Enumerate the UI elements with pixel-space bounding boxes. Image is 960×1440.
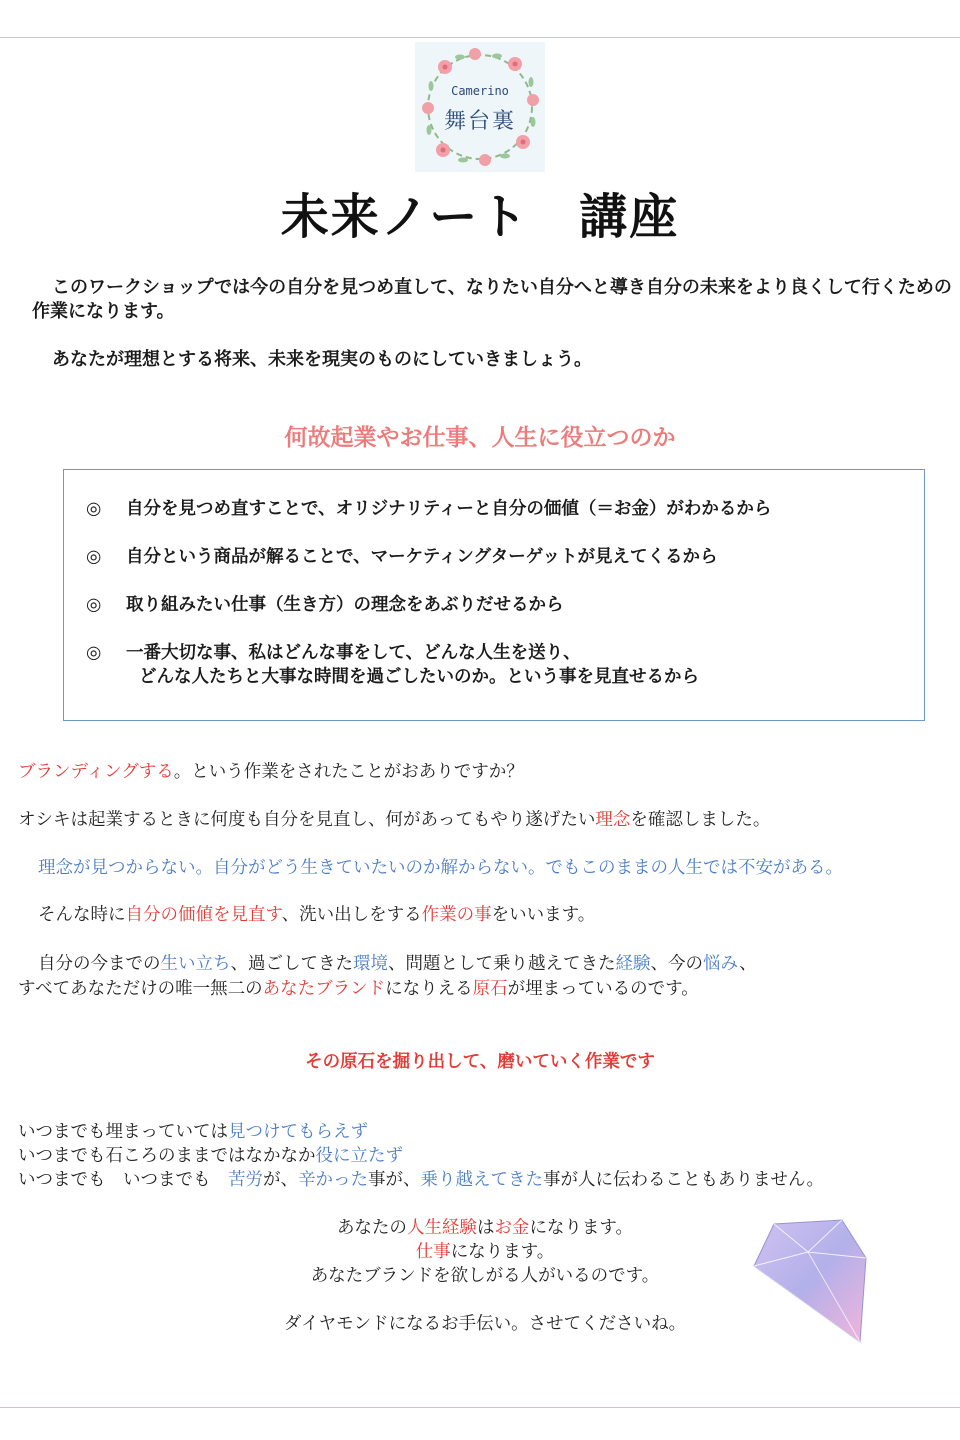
double-circle-icon: ◎ bbox=[86, 643, 102, 663]
reason-item: ◎ 取り組みたい仕事（生き方）の理念をあぶりだせるから bbox=[86, 595, 564, 615]
page-title: 未来ノート 講座 bbox=[280, 189, 680, 245]
double-circle-icon: ◎ bbox=[86, 499, 102, 519]
body-line-branding: ブランディングする。という作業をされたことがおありですか？ bbox=[18, 762, 524, 782]
camerino-logo bbox=[415, 42, 545, 172]
closing-line-1: いつまでも埋まっていては見つけてもらえず bbox=[18, 1122, 368, 1142]
final-line-1: あなたの人生経験はお金になります。 bbox=[336, 1218, 634, 1238]
final-line-3: あなたブランドを欲しがる人がいるのです。 bbox=[310, 1266, 660, 1286]
body-line-gemstone: すべてあなただけの唯一無二のあなたブランドになりえる原石が埋まっているのです。 bbox=[18, 979, 699, 999]
body-line-philosophy: オシキは起業するときに何度も自分を見直し、何があってもやり遂げたい理念を確認しました。 bbox=[18, 810, 771, 830]
body-line-value: そんな時に自分の価値を見直す、洗い出しをする作業の事をいいます。 bbox=[38, 905, 596, 925]
reason-item: ◎ 自分という商品が解ることで、マーケティングターゲットが見えてくるから bbox=[86, 547, 718, 567]
bottom-divider bbox=[0, 1407, 960, 1408]
closing-line-3: いつまでも いつまでも 苦労が、辛かった事が、乗り越えてきた事が人に伝わることもありません。 bbox=[18, 1170, 825, 1190]
logo-title: 舞台裏 bbox=[443, 109, 516, 134]
highlight-statement: その原石を掘り出して、磨いていく作業です bbox=[305, 1052, 655, 1072]
intro-paragraph-2: あなたが理想とする将来、未来を現実のものにしていきましょう。 bbox=[52, 349, 592, 370]
section-heading: 何故起業やお仕事、人生に役立つのか bbox=[284, 425, 676, 451]
closing-line-2: いつまでも石ころのままではなかなか役に立たず bbox=[18, 1146, 403, 1166]
body-line-history: 自分の今までの生い立ち、過ごしてきた環境、問題として乗り越えてきた経験、今の悩み、 bbox=[38, 954, 757, 974]
reason-item-continuation: どんな人たちと大事な時間を過ごしたいのか。という事を見直せるから bbox=[139, 667, 699, 687]
final-line-4: ダイヤモンドになるお手伝い。させてくださいね。 bbox=[283, 1314, 687, 1334]
reason-item: ◎ 自分を見つめ直すことで、オリジナリティーと自分の価値（＝お金）がわかるから bbox=[86, 499, 772, 519]
final-line-2: 仕事になります。 bbox=[415, 1242, 555, 1262]
reason-item: ◎ 一番大切な事、私はどんな事をして、どんな人生を送り、 どんな人たちと大事な時間を過ごしたいのか。という事を見直せるから bbox=[86, 641, 906, 689]
double-circle-icon: ◎ bbox=[86, 547, 102, 567]
top-divider bbox=[0, 37, 960, 38]
logo-subtitle: Camerino bbox=[451, 84, 509, 98]
double-circle-icon: ◎ bbox=[86, 595, 102, 615]
intro-paragraph-1: このワークショップでは今の自分を見つめ直して、なりたい自分へと導き自分の未来をより良くして行くための作業になります。 bbox=[32, 277, 952, 322]
body-line-anxiety: 理念が見つからない。自分がどう生きていたいのか解からない。でもこのままの人生では不安がある。 bbox=[38, 858, 843, 878]
diamond-icon bbox=[752, 1218, 868, 1344]
reasons-box bbox=[63, 469, 925, 721]
